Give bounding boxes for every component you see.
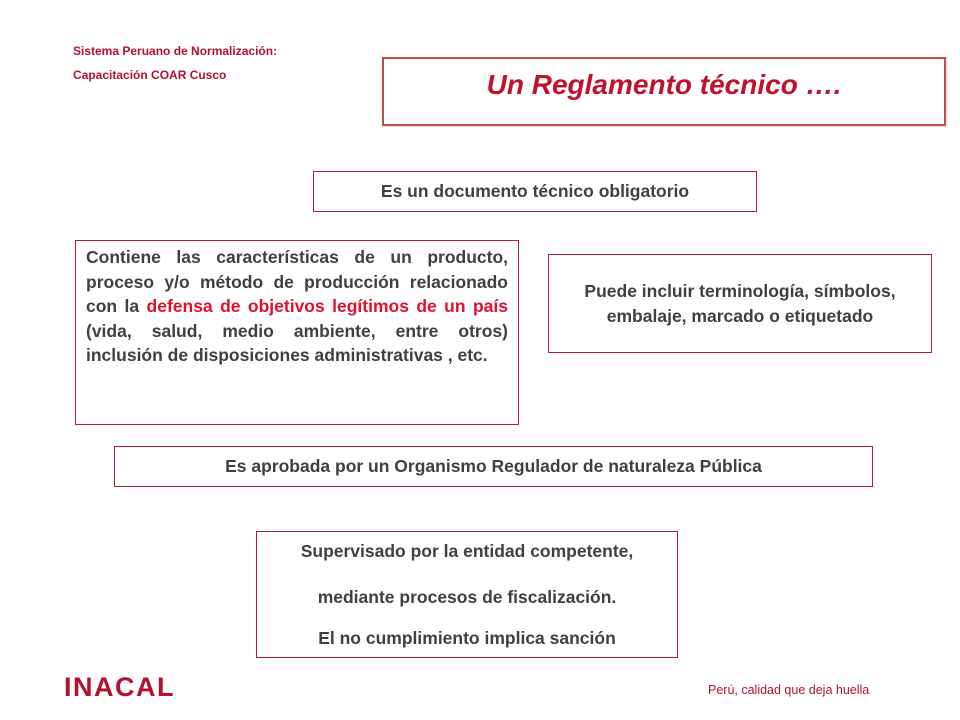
mandatory-box — [313, 171, 757, 212]
contains-text-part2: (vida, salud, medio ambiente, entre otros) inclusión de disposiciones administrativas , etc. — [86, 320, 508, 365]
contains-text-part1: Contiene las características de un producto, proceso y/o método de producción relacionado con la — [86, 247, 508, 316]
supervised-line-3: El no cumplimiento implica sanción — [318, 628, 616, 648]
inacal-logo: INACAL — [64, 672, 175, 702]
header-line-1: Sistema Peruano de Normalización: — [73, 44, 278, 58]
supervised-box — [256, 531, 678, 658]
includes-box — [548, 254, 932, 353]
mandatory-text: Es un documento técnico obligatorio — [380, 181, 690, 201]
approved-text: Es aprobada por un Organismo Regulador de naturaleza Pública — [225, 456, 762, 476]
approved-box — [114, 446, 873, 487]
supervised-line-2: mediante procesos de fiscalización. — [317, 587, 617, 607]
footer-slogan: Perú, calidad que deja huella — [708, 683, 870, 697]
slide-title: Un Reglamento técnico …. — [486, 69, 842, 100]
includes-text: Puede incluir terminología, símbolos, embalaje, marcado o etiquetado — [584, 280, 896, 326]
supervised-line-1: Supervisado por la entidad competente, — [300, 541, 634, 561]
title-box — [382, 57, 946, 126]
contains-box — [75, 240, 519, 425]
header-line-2: Capacitación COAR Cusco — [73, 68, 227, 82]
contains-text-highlight: defensa de objetivos legítimos de un país — [146, 296, 508, 316]
